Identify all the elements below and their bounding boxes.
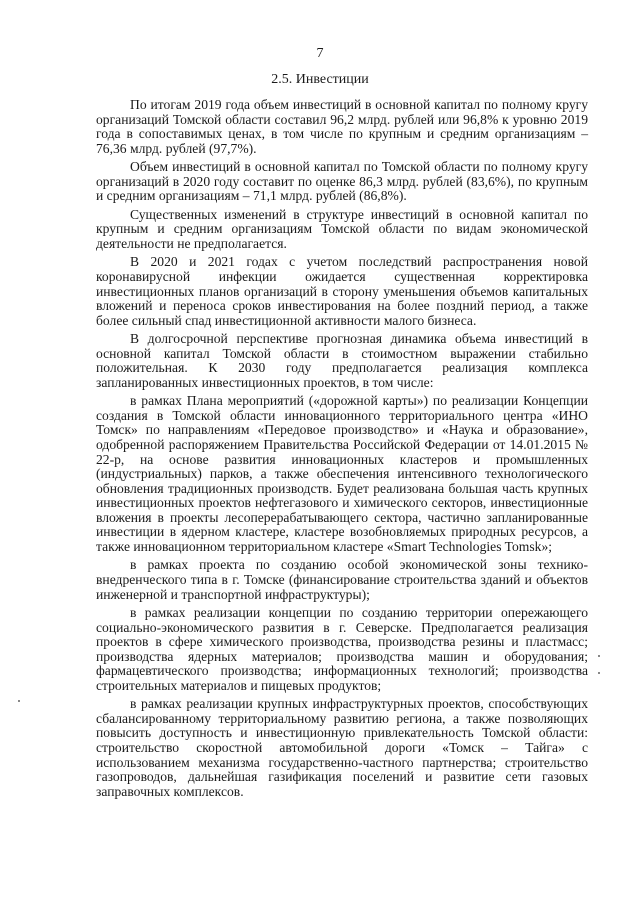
section-title: 2.5. Инвестиции <box>271 72 369 87</box>
list-item-infrastructure: в рамках реализации крупных инфраструктурных проектов, способствующих сбалансированному территориальному развитию региона, а также позволяющих повысить доступность и инвестиционную привлекательность Томской области: строительство скоростной автомобильной дороги «Томск – Тайга» с использованием механизма государственно-частного партнерства; строительство газопроводов, дальнейшая газификация поселений и развитие сети газовых заправочных комплексов. <box>96 696 588 799</box>
body-text <box>96 98 588 803</box>
list-item-special-economic-zone: в рамках проекта по созданию особой экономической зоны технико-внедренческого типа в г. Томске (финансирование строительства зданий и объектов инженерной и транспортной инфраструктуры); <box>96 557 588 602</box>
list-item-seversk-tor: в рамках реализации концепции по созданию территории опережающего социально-экономического развития в г. Северске. Предполагается реализация проектов в сфере химического производства, производства резины и пластмасс; производства ядерных материалов; производства машин и оборудования; фармацевтического производства; информационных технологий; производства строительных материалов и пищевых продуктов; <box>96 605 588 693</box>
scan-artifact <box>598 655 600 657</box>
page-number: 7 <box>316 46 324 61</box>
scan-artifact <box>18 700 20 702</box>
scan-artifact <box>598 672 600 674</box>
paragraph-coronavirus-impact: В 2020 и 2021 годах с учетом последствий распространения новой коронавирусной инфекции ожидается существенная корректировка инвестиционных планов организаций в сторону уменьшения объемов капитальных вложений и переноса сроков инвестирования на более поздний период, а также более сильный спад инвестиционной активности малого бизнеса. <box>96 254 588 328</box>
list-item-ino-tomsk: в рамках Плана мероприятий («дорожной карты») по реализации Концепции создания в Томской области инновационного территориального центра «ИНО Томск» по направлениям «Передовое производство» и «Наука и образование», одобренной распоряжением Правительства Российской Федерации от 14.01.2015 № 22-р, на основе развития инновационных кластеров и промышленных (индустриальных) парков, а также обеспечения интенсивного технологического обновления традиционных производств. Будет реализована большая часть крупных инвестиционных проектов нефтегазового и химического секторов, инвестиционные вложения в проекты лесоперерабатывающего сектора, частично запланированные инвестиции в ядерном кластере, кластере возобновляемых природных ресурсов, а также инновационном территориальном кластере «Smart Technologies Tomsk»; <box>96 393 588 554</box>
paragraph-structure: Существенных изменений в структуре инвестиций в основной капитал по крупным и средним организациям Томской области по видам экономической деятельности не предполагается. <box>96 206 588 251</box>
paragraph-long-term-outlook: В долгосрочной перспективе прогнозная динамика объема инвестиций в основной капитал Томской области в стоимостном выражении стабильно положительная. К 2030 году предполагается реализация комплекса запланированных инвестиционных проектов, в том числе: <box>96 331 588 390</box>
paragraph-investment-2019: По итогам 2019 года объем инвестиций в основной капитал по полному кругу организаций Томской области составил 96,2 млрд. рублей или 96,8% к уровню 2019 года в сопоставимых ценах, в том числе по крупным и средним организациям – 76,36 млрд. рублей (97,7%). <box>96 97 588 156</box>
paragraph-investment-2020: Объем инвестиций в основной капитал по Томской области по полному кругу организаций в 2020 году составит по оценке 86,3 млрд. рублей (83,6%), по крупным и средним организациям – 71,1 млрд. рублей (86,8%). <box>96 159 588 204</box>
